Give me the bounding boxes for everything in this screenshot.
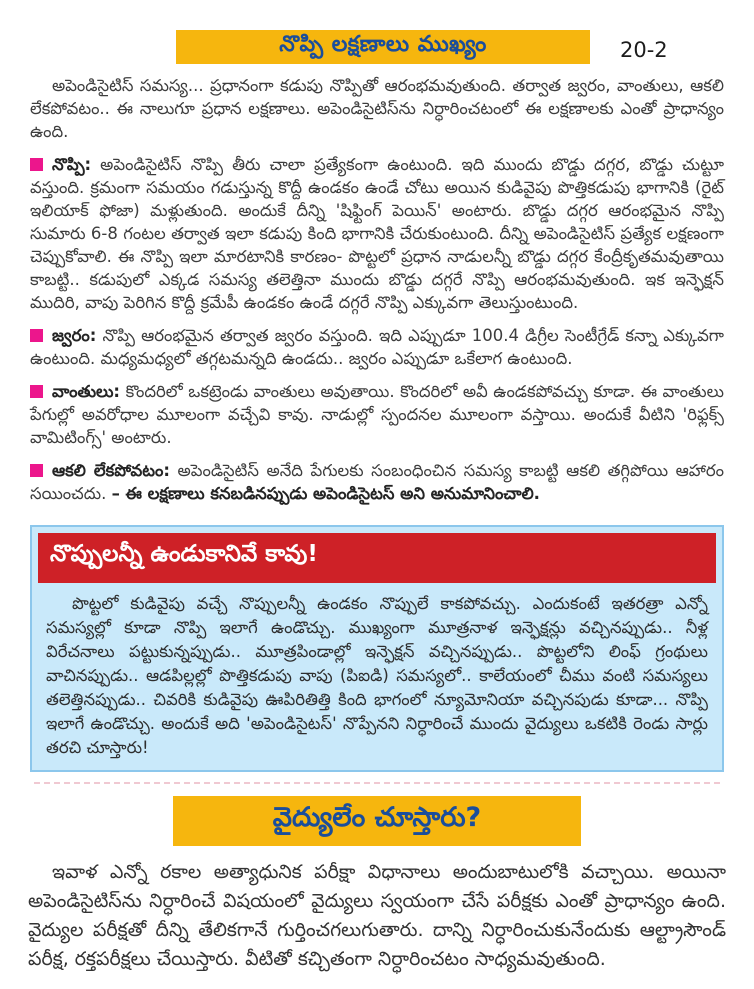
symptom-paragraph-pain — [30, 153, 724, 314]
symptom-paragraph-fever — [30, 324, 724, 370]
callout-title: నొప్పులన్నీ ఉండుకానివే కావు! — [50, 541, 318, 567]
callout-title-bar — [38, 533, 716, 583]
section2-paragraph: ఇవాళ ఎన్నో రకాల అత్యాధునిక పరీక్షా విధానాలు అందుబాటులోకి వచ్చాయి. అయినా అపెండిసైటిస్‌ను నిర్ధారించే విషయంలో వైద్యులు స్వయంగా చేసే పరీక్షకు ఎంతో ప్రాధాన్యం ఉంది. వైద్యుల పరీక్షతో దీన్ని తేలికగానే గుర్తించగలుగుతారు. దాన్ని నిర్ధారించుకునేందుకు ఆల్ట్రాసౌండ్ పరీక్ష, రక్తపరీక్షలు చేయిస్తారు. వీటితో కచ్చితంగా నిర్ధారించటం సాధ్యమవుతుంది. — [28, 861, 726, 970]
symptom-label: ఆకలి లేకపోవటం: — [52, 461, 170, 480]
dashed-divider — [34, 782, 720, 784]
callout-box — [30, 525, 724, 772]
section2-title-banner — [173, 796, 581, 846]
symptom-text: కొందరిలో ఒకట్రెండు వాంతులు అవుతాయి. కొందరిలో అవీ ఉండకపోవచ్చు కూడా. ఈ వాంతులు పేగుల్లో అవరోధాల మూలంగా వచ్చేవి కావు. నాడుల్లో స్పందనల మూలంగా వస్తాయి. అందుకే వీటిని 'రిఫ్లక్స్ వామిటింగ్స్' అంటారు. — [30, 382, 724, 447]
section2-header-row — [0, 796, 754, 846]
callout-body: పొట్టలో కుడివైపు వచ్చే నొప్పులన్నీ ఉండకం నొప్పులే కాకపోవచ్చు. ఎందుకంటే ఇతరత్రా ఎన్నో సమస్యల్లో కూడా నొప్పి ఇలాగే ఉండొచ్చు. ముఖ్యంగా మూత్రనాళ ఇన్ఫెక్షన్లు వచ్చినప్పుడు.. నీళ్ల విరేచనాలు పట్టుకున్నప్పుడు.. మూత్రపిండాల్లో ఇన్ఫెక్షన్ వచ్చినప్పుడు.. పొట్టలోని లింఫ్ గ్రంథులు వాచినప్పుడు.. ఆడపిల్లల్లో పొత్తికడుపు వాపు (పిఐడి) సమస్యలో.. కాలేయంలో చీము వంటి సమస్యలు తలెత్తినప్పుడు.. చివరికి కుడివైపు ఊపిరితిత్తి కింది భాగంలో న్యూమోనియా వచ్చినపుడు కూడా... నొప్పి ఇలాగే ఉండొచ్చు. అందుకే అది 'అపెండిసైటస్' నొప్పేనని నిర్ధారించే ముందు వైద్యులు ఒకటికి రెండు సార్లు తరచి చూస్తారు! — [46, 594, 708, 757]
page-number: 20-2 — [620, 38, 668, 62]
symptom-label: నొప్పి: — [52, 155, 92, 174]
page-title: నొప్పి లక్షణాలు ముఖ్యం — [279, 32, 487, 57]
bullet-square-icon — [30, 464, 43, 477]
symptom-conclusion: – ఈ లక్షణాలు కనబడినప్పుడు అపెండిసైటస్ అని అనుమానించాలి. — [111, 484, 540, 503]
header-row — [0, 30, 754, 64]
symptom-text: నొప్పి ఆరంభమైన తర్వాత జ్వరం వస్తుంది. ఇది ఎప్పుడూ 100.4 డిగ్రీల సెంటీగ్రేడ్ కన్నా ఎక్కువగా ఉంటుంది. మధ్యమధ్యలో తగ్గటమన్నది ఉండదు.. జ్వరం ఎప్పుడూ ఒకేలాగ ఉంటుంది. — [30, 326, 724, 368]
bullet-square-icon — [30, 385, 43, 398]
symptom-label: జ్వరం: — [52, 326, 97, 345]
bullet-square-icon — [30, 158, 43, 171]
symptom-label: వాంతులు: — [52, 382, 121, 401]
symptom-paragraph-vomiting — [30, 380, 724, 449]
symptom-text: అపెండిసైటిస్ అనేది పేగులకు సంబంధించిన సమస్య కాబట్టి ఆకలి తగ్గిపోయి ఆహారం సయించదు. — [30, 461, 724, 503]
section2-title: వైద్యులేం చూస్తారు? — [272, 802, 482, 833]
symptom-text: అపెండిసైటిస్ నొప్పి తీరు చాలా ప్రత్యేకంగా ఉంటుంది. ఇది ముందు బొడ్డు దగ్గర, బొడ్డు చుట్టూ వస్తుంది. క్రమంగా సమయం గడుస్తున్న కొద్దీ ఉండకం ఉండే చోటు అయిన కుడివైపు పొత్తికడుపు భాగానికి (రైట్ ఇలియాక్ ఫోజా) మళ్లుతుంది. అందుకే దీన్ని 'షిఫ్టింగ్ పెయిన్' అంటారు. బొడ్డు దగ్గర ఆరంభమైన నొప్పి సుమారు 6-8 గంటల తర్వాత ఇలా కడుపు కింది భాగానికి చేరుకుంటుంది. దీన్ని అపెండిసైటిస్ ప్రత్యేక లక్షణంగా చెప్పుకోవాలి. ఈ నొప్పి ఇలా మారటానికి కారణం- పొట్టలో ప్రధాన నాడులన్నీ బొడ్డు దగ్గర కేంద్రీకృతమవుతాయి కాబట్టి.. కడుపులో ఎక్కడ సమస్య తలెత్తినా ముందు బొడ్డు దగ్గరే నొప్పి ఆరంభమవుతుంది. ఇక ఇన్ఫెక్షన్ ముదిరి, వాపు పెరిగిన కొద్దీ క్రమేపీ ఉండకం ఉండే దగ్గరే నొప్పి ఎక్కువగా తెలుస్తుంటుంది. — [30, 155, 724, 312]
intro-paragraph: అపెండిసైటిస్ సమస్య... ప్రధానంగా కడుపు నొప్పితో ఆరంభమవుతుంది. తర్వాత జ్వరం, వాంతులు, ఆకలి లేకపోవటం.. ఈ నాలుగూ ప్రధాన లక్షణాలు. అపెండిసైటిస్‌ను నిర్ధారించటంలో ఈ లక్షణాలకు ఎంతో ప్రాధాన్యం ఉంది. — [30, 76, 724, 141]
page-title-banner — [176, 30, 590, 64]
bullet-square-icon — [30, 329, 43, 342]
symptom-paragraph-appetite — [30, 459, 724, 505]
